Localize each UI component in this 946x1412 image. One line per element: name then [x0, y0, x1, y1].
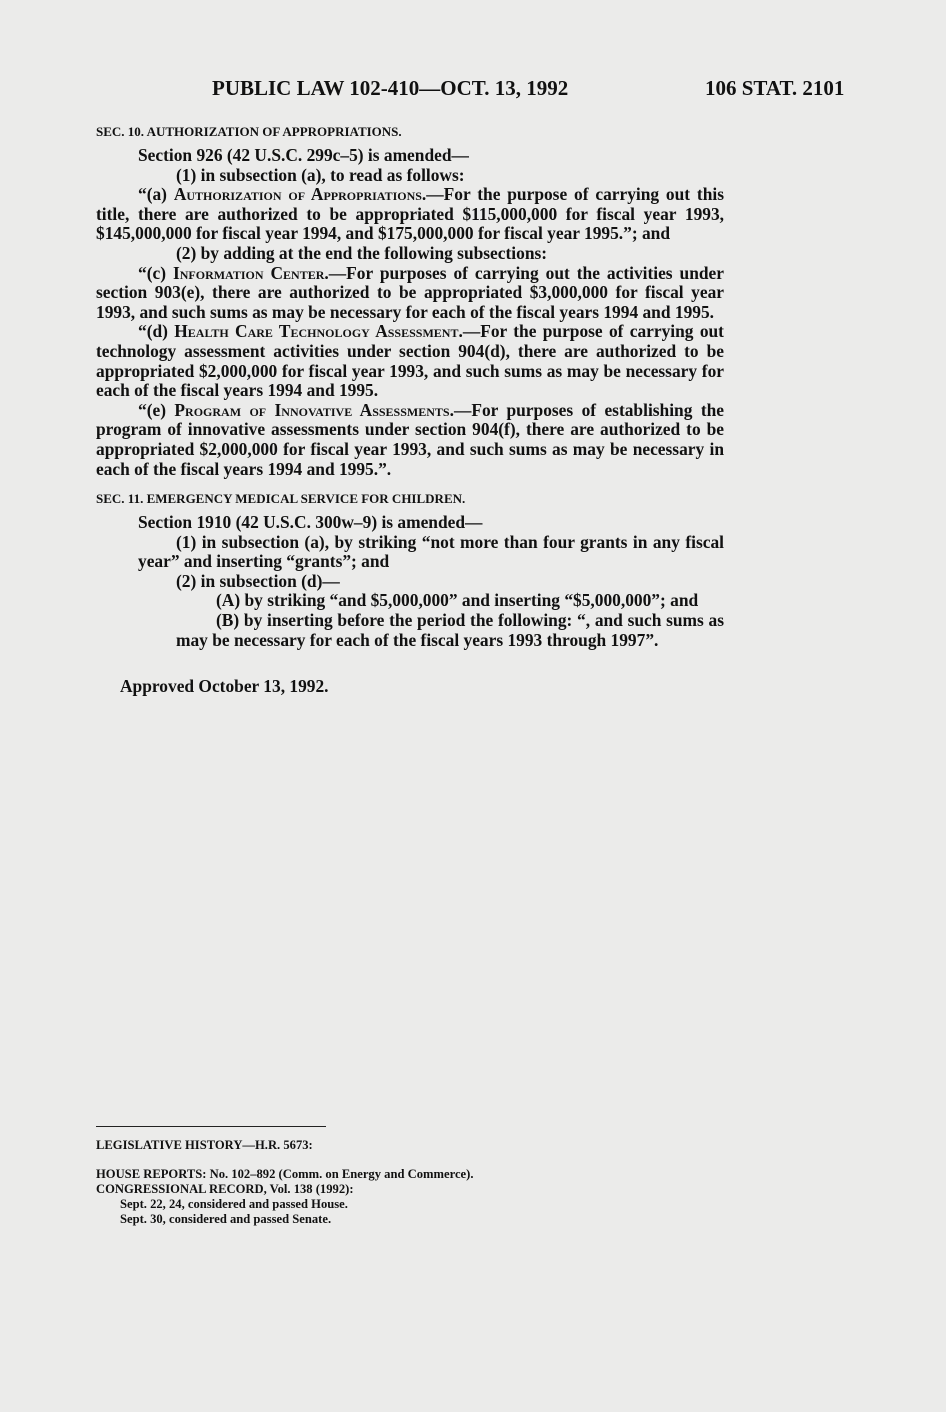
approval-gap	[96, 650, 724, 676]
subsection-e-caption: Program of Innovative Assessments	[174, 399, 450, 420]
section-11-intro: Section 1910 (42 U.S.C. 300w–9) is amended—	[138, 512, 483, 533]
subsection-e-body: .—For purposes of establishing the program of innovative assessments under section 904(f), there are authorized to be appropriated $2,000,000 for fiscal year 1993, and such sums as may be necessary in each of the fiscal years 1994 and 1995.”.	[96, 399, 725, 479]
running-header-stat-page: 106 STAT. 2101	[705, 76, 845, 100]
subsection-d-caption: Health Care Technology Assessment	[174, 321, 459, 342]
section-10-item-1: (1) in subsection (a), to read as follows:	[176, 164, 465, 185]
subsection-c-prefix: “(c)	[138, 262, 173, 283]
subsection-c-text	[96, 264, 724, 323]
subsection-a-prefix: “(a)	[138, 184, 174, 205]
subsection-e-prefix: “(e)	[138, 399, 175, 420]
subsection-a-body: .—For the purpose of carrying out this title, there are authorized to be appropriated $115,000,000 for fiscal year 1993, $145,000,000 for fiscal year 1994, and $175,000,000 for fiscal year 1995.”; and	[96, 184, 724, 244]
approval-date: Approved October 13, 1992.	[120, 676, 329, 697]
subsection-c-body: .—For purposes of carrying out the activities under section 903(e), there are authorized to be appropriated $3,000,000 for fiscal year 1993, and such sums as may be necessary for each of the fiscal years 1994 and 1995.	[96, 262, 724, 322]
section-11-heading: SEC. 11. EMERGENCY MEDICAL SERVICE FOR CHILDREN.	[96, 491, 466, 507]
subsection-d-body: .—For the purpose of carrying out technology assessment activities under section 904(d), there are authorized to be appropriated $2,000,000 for fiscal year 1993, and such sums as may be necessary for each of the fiscal years 1994 and 1995.	[96, 321, 724, 401]
congressional-record-line: CONGRESSIONAL RECORD, Vol. 138 (1992):	[96, 1182, 354, 1196]
section-11-item-A: (A) by striking “and $5,000,000” and inserting “$5,000,000”; and	[216, 590, 699, 611]
section-11-item-1: (1) in subsection (a), by striking “not more than four grants in any fiscal year” and inserting “grants”; and	[138, 531, 724, 572]
section-11-item-2: (2) in subsection (d)—	[176, 570, 340, 591]
legislative-history	[96, 1138, 736, 1227]
section-10-intro: Section 926 (42 U.S.C. 299c–5) is amended—	[138, 145, 469, 165]
section-10-heading: SEC. 10. AUTHORIZATION OF APPROPRIATIONS.	[96, 124, 402, 139]
subsection-a-caption: Authorization of Appropriations	[173, 184, 422, 205]
section-gap	[96, 479, 724, 491]
legislative-history-spacer	[96, 1153, 736, 1167]
subsection-d-text	[96, 322, 724, 400]
subsection-e-text	[96, 401, 724, 479]
subsection-a-text	[96, 185, 724, 244]
subsection-c-caption: Information Center	[172, 262, 325, 283]
legislative-history-title: LEGISLATIVE HISTORY—H.R. 5673:	[96, 1138, 313, 1152]
section-11-item-B: (B) by inserting before the period the following: “, and such sums as may be necessary for each of the fiscal years 1993 through 1997”.	[176, 610, 724, 650]
section-10-item-2: (2) by adding at the end the following subsections:	[176, 242, 548, 263]
running-header-law-title: PUBLIC LAW 102-410—OCT. 13, 1992	[212, 76, 569, 100]
main-text	[96, 124, 724, 697]
record-entry-senate: Sept. 30, considered and passed Senate.	[120, 1212, 332, 1226]
record-entry-house: Sept. 22, 24, considered and passed House.	[120, 1197, 348, 1211]
footnote-divider	[96, 1126, 326, 1127]
house-reports-line: HOUSE REPORTS: No. 102–892 (Comm. on Energy and Commerce).	[96, 1167, 474, 1181]
subsection-d-prefix: “(d)	[138, 321, 175, 342]
